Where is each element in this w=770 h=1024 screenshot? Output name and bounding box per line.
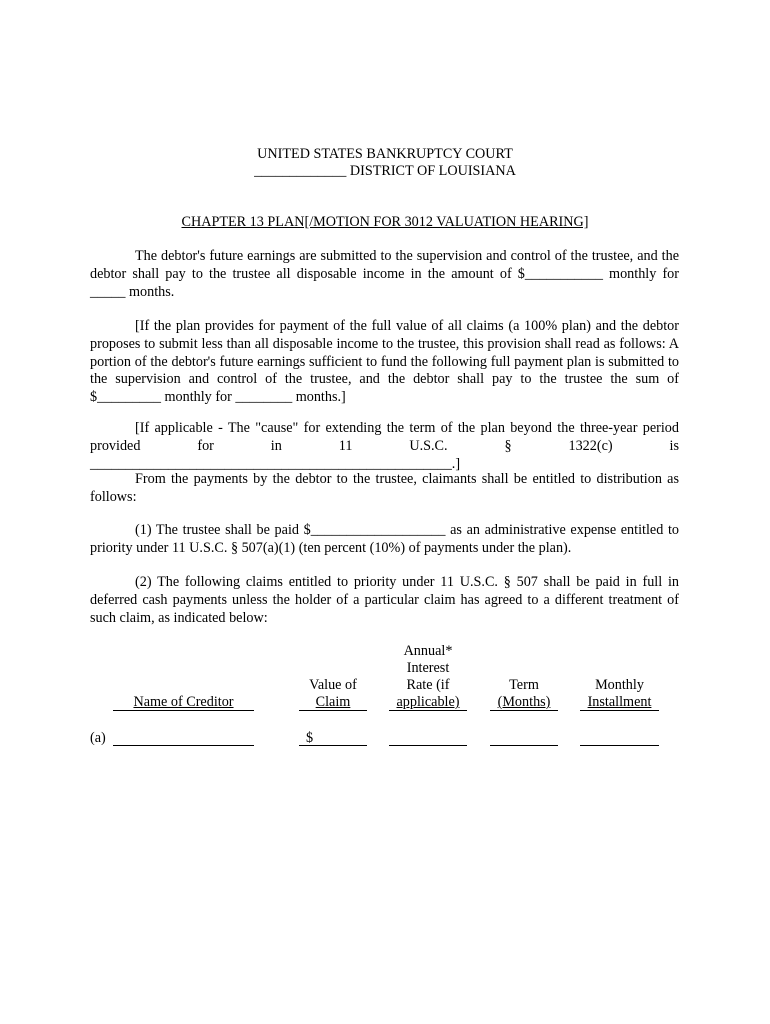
header-rate-line3: Rate (if <box>406 677 450 693</box>
value-of-claim-field[interactable] <box>299 745 367 746</box>
header-rate-rule <box>389 710 467 711</box>
header-term-rule <box>490 710 558 711</box>
header-creditor-rule <box>113 710 254 711</box>
court-name: UNITED STATES BANKRUPTCY COURT <box>257 146 513 162</box>
header-monthly-line1: Monthly <box>595 677 644 693</box>
row-label: (a) <box>90 730 106 746</box>
paragraph-cause <box>90 420 679 473</box>
creditor-name-field[interactable] <box>113 745 254 746</box>
paragraph-trustee-fee <box>90 522 679 558</box>
header-term-line2: (Months) <box>497 694 551 710</box>
header-rate-line1: Annual* <box>403 643 453 659</box>
paragraph-full-payment <box>90 318 679 407</box>
header-monthly-line2: Installment <box>587 694 652 710</box>
paragraph-earnings <box>90 248 679 301</box>
paragraph-priority-claims <box>90 574 679 627</box>
paragraph-text: The debtor's future earnings are submitted to the supervision and control of the trustee, and the debtor shall pay to the trustee all disposable income in the amount of $___________ monthly for _____ months. <box>90 248 679 300</box>
header-monthly-rule <box>580 710 659 711</box>
paragraph-text: (2) The following claims entitled to priority under 11 U.S.C. § 507 shall be paid in full in deferred cash payments unless the holder of a particular claim has agreed to a different treatment of such claim, as indicated below: <box>90 574 679 626</box>
paragraph-text: [If applicable - The "cause" for extending the term of the plan beyond the three-year period provided for in 11 U.S.C. § 1322(c) is ___________________________________________________.] <box>90 420 679 472</box>
document-title: CHAPTER 13 PLAN[/MOTION FOR 3012 VALUATION HEARING] <box>181 214 589 230</box>
paragraph-distribution <box>90 471 679 507</box>
header-rate-line4: applicable) <box>396 694 460 710</box>
header-term-line1: Term <box>509 677 539 693</box>
paragraph-text: From the payments by the debtor to the trustee, claimants shall be entitled to distribution as follows: <box>90 471 679 505</box>
header-creditor: Name of Creditor <box>133 694 234 710</box>
header-value-rule <box>299 710 367 711</box>
header-value-line1: Value of <box>309 677 357 693</box>
district-line: _____________ DISTRICT OF LOUISIANA <box>254 163 516 179</box>
header-rate-line2: Interest <box>406 660 450 676</box>
monthly-installment-field[interactable] <box>580 745 659 746</box>
term-months-field[interactable] <box>490 745 558 746</box>
paragraph-text: (1) The trustee shall be paid $___________________ as an administrative expense entitled to priority under 11 U.S.C. § 507(a)(1) (ten percent (10%) of payments under the plan). <box>90 522 679 556</box>
header-value-line2: Claim <box>315 694 351 710</box>
paragraph-text: [If the plan provides for payment of the full value of all claims (a 100% plan) and the debtor proposes to submit less than all disposable income to the trustee, this provision shall read as follows: A portion of the debtor's future earnings sufficient to fund the following full payment plan is submitted to the supervision and control of the trustee, and the debtor shall pay to the trustee the sum of $_________ monthly for ________ months.] <box>90 318 679 406</box>
interest-rate-field[interactable] <box>389 745 467 746</box>
value-currency-symbol: $ <box>306 730 314 746</box>
